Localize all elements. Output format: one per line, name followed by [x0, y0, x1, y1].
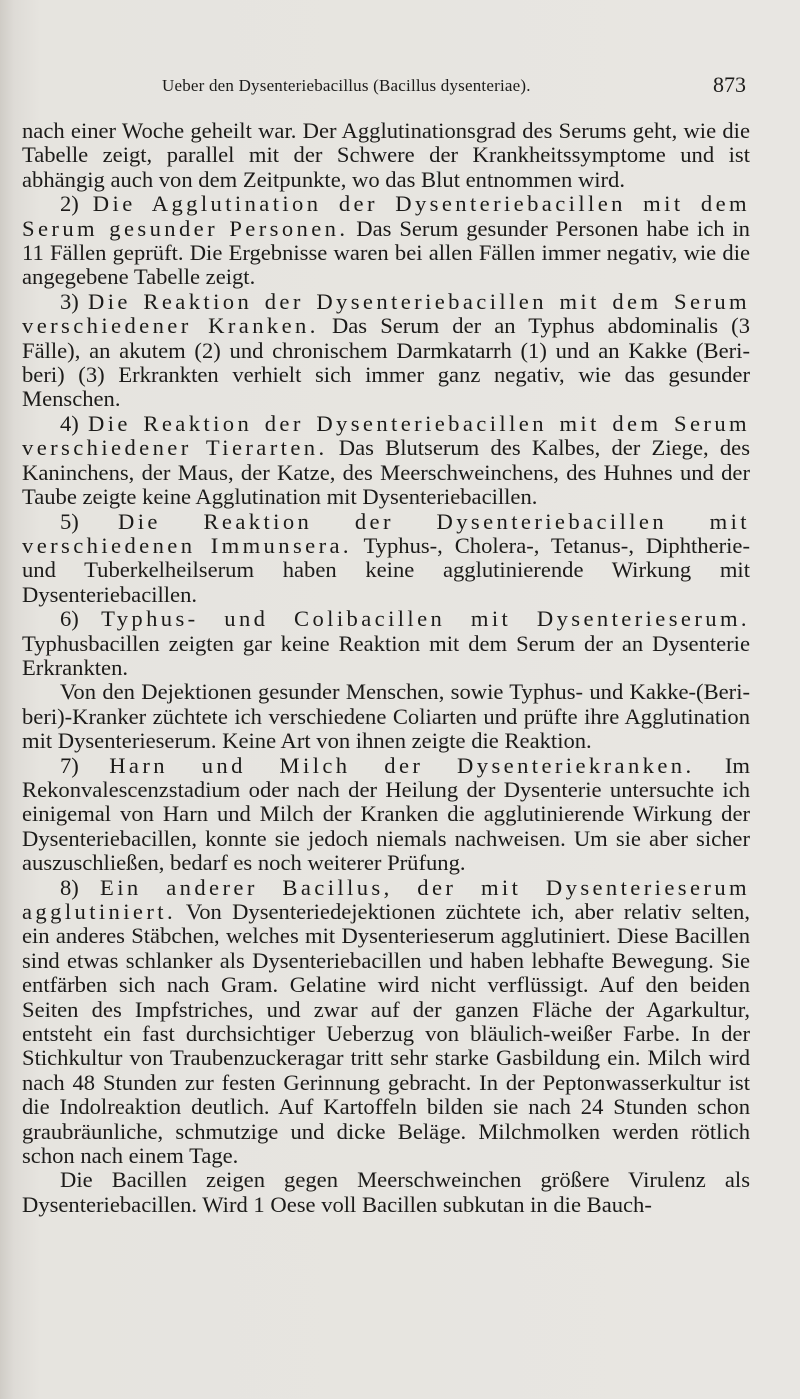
paragraph [22, 290, 750, 412]
paragraph-text: Im Rekonvalescenzstadium oder nach der Heilung der Dysenterie untersuchte ich einigemal von Harn und Milch der Kranken die agglutinierende Wirkung der Dysenteriebacillen, konnte sie jedoch niemals nachweisen. Um sie aber sicher auszuschließen, bedarf es noch weiterer Prüfung. [22, 752, 750, 876]
paragraph-heading: Harn und Milch der Dysenteriekranken. [109, 752, 695, 778]
paragraph-heading: Typhus- und Colibacillen mit Dysenterieserum. [101, 606, 750, 632]
paragraph-heading: Die Reaktion der Dysenteriebacillen mit dem Serum verschiedener Tierarten. [22, 410, 750, 461]
paragraph-text: Die Bacillen zeigen gegen Meerschweinchen größere Virulenz als Dysenteriebacillen. Wird 1 Oese voll Bacillen subkutan in die Bauch- [22, 1167, 750, 1217]
paragraph-text: Von den Dejektionen gesunder Menschen, sowie Typhus- und Kakke-(Beri-beri)-Kranker züchtete ich verschiedene Coliarten und prüfte ihre Agglutination mit Dysenterieserum. Keine Art von ihnen zeigte die Reaktion. [22, 679, 750, 754]
running-head [22, 72, 750, 102]
paragraph [22, 510, 750, 608]
paragraph-text: Typhus-, Cholera-, Tetanus-, Diphtherie- und Tuberkelheilserum haben keine agglutinierende Wirkung mit Dysenteriebacillen. [22, 532, 750, 607]
paragraph [22, 119, 750, 192]
paragraph [22, 1168, 750, 1217]
paragraph-text: Von Dysenteriedejektionen züchtete ich, aber relativ selten, ein anderes Stäbchen, welches mit Dysenterieserum agglutiniert. Diese Bacillen sind etwas schlanker als Dysenteriebacillen und haben lebhafte Bewegung. Sie entfärben sich nach Gram. Gelatine wird nicht verflüssigt. Auf den beiden Seiten des Impfstriches, und zwar auf der ganzen Fläche der Agarkultur, entsteht ein fast durchsichtiger Ueberzug von bläulich-weißer Farbe. In der Stichkultur von Traubenzuckeragar tritt sehr starke Gasbildung ein. Milch wird nach 48 Stunden zur festen Gerinnung gebracht. In der Peptonwasserkultur ist die Indolreaktion deutlich. Auf Kartoffeln bilden sie nach 24 Stunden schon graubräunliche, schmutzige und dicke Beläge. Milchmolken werden rötlich schon nach einem Tage. [22, 899, 750, 1169]
paragraph-lead: 7) [60, 752, 79, 778]
paragraph-text: Typhusbacillen zeigten gar keine Reaktion mit dem Serum der an Dysenterie Erkrankten. [22, 630, 750, 680]
paragraph [22, 876, 750, 1169]
paragraph-heading: Ein anderer Bacillus, der mit Dysenterieserum agglutiniert. [22, 874, 750, 924]
paragraph-lead: 6) [60, 606, 79, 632]
running-head-title: Ueber den Dysenteriebacillus (Bacillus dysenteriae). [162, 76, 531, 95]
paragraph-heading: Die Reaktion der Dysenteriebacillen mit dem Serum verschiedener Kranken. [22, 288, 750, 339]
paragraph [22, 192, 750, 290]
paragraph-lead: 4) [60, 410, 79, 436]
paragraph-text: Das Serum der an Typhus abdominalis (3 Fälle), an akutem (2) und chronischem Darmkatarrh (1) und an Kakke (Beri-beri) (3) Erkrankten verhielt sich immer ganz negativ, wie das gesunder Menschen. [22, 313, 750, 412]
paragraph [22, 412, 750, 510]
paragraph-text: nach einer Woche geheilt war. Der Agglutinationsgrad des Serums geht, wie die Tabelle zeigt, parallel mit der Schwere der Krankheitssymptome und ist abhängig auch von dem Zeitpunkte, wo das Blut entnommen wird. [22, 118, 750, 192]
paragraph-heading: Die Reaktion der Dysenteriebacillen mit verschiedenen Immunsera. [22, 508, 750, 558]
page-number: 873 [713, 72, 746, 97]
paragraph [22, 754, 750, 876]
paragraph-lead: 2) [60, 191, 79, 217]
paragraph-text: Das Serum gesunder Personen habe ich in 11 Fällen geprüft. Die Ergebnisse waren bei allen Fällen immer negativ, wie die angegebene Tabelle zeigt. [22, 215, 750, 290]
paragraph-lead: 8) [60, 874, 79, 900]
paragraph-heading: Die Agglutination der Dysenteriebacillen mit dem Serum gesunder Personen. [22, 191, 750, 241]
body-text [22, 119, 750, 1217]
paragraph-lead: 3) [60, 288, 79, 314]
paragraph-lead: 5) [60, 508, 79, 534]
paragraph-text: Das Blutserum des Kalbes, der Ziege, des Kaninchens, der Maus, der Katze, des Meerschweinchens, des Huhnes und der Taube zeigte keine Agglutination mit Dysenteriebacillen. [22, 435, 750, 510]
paragraph [22, 680, 750, 753]
paragraph [22, 607, 750, 680]
